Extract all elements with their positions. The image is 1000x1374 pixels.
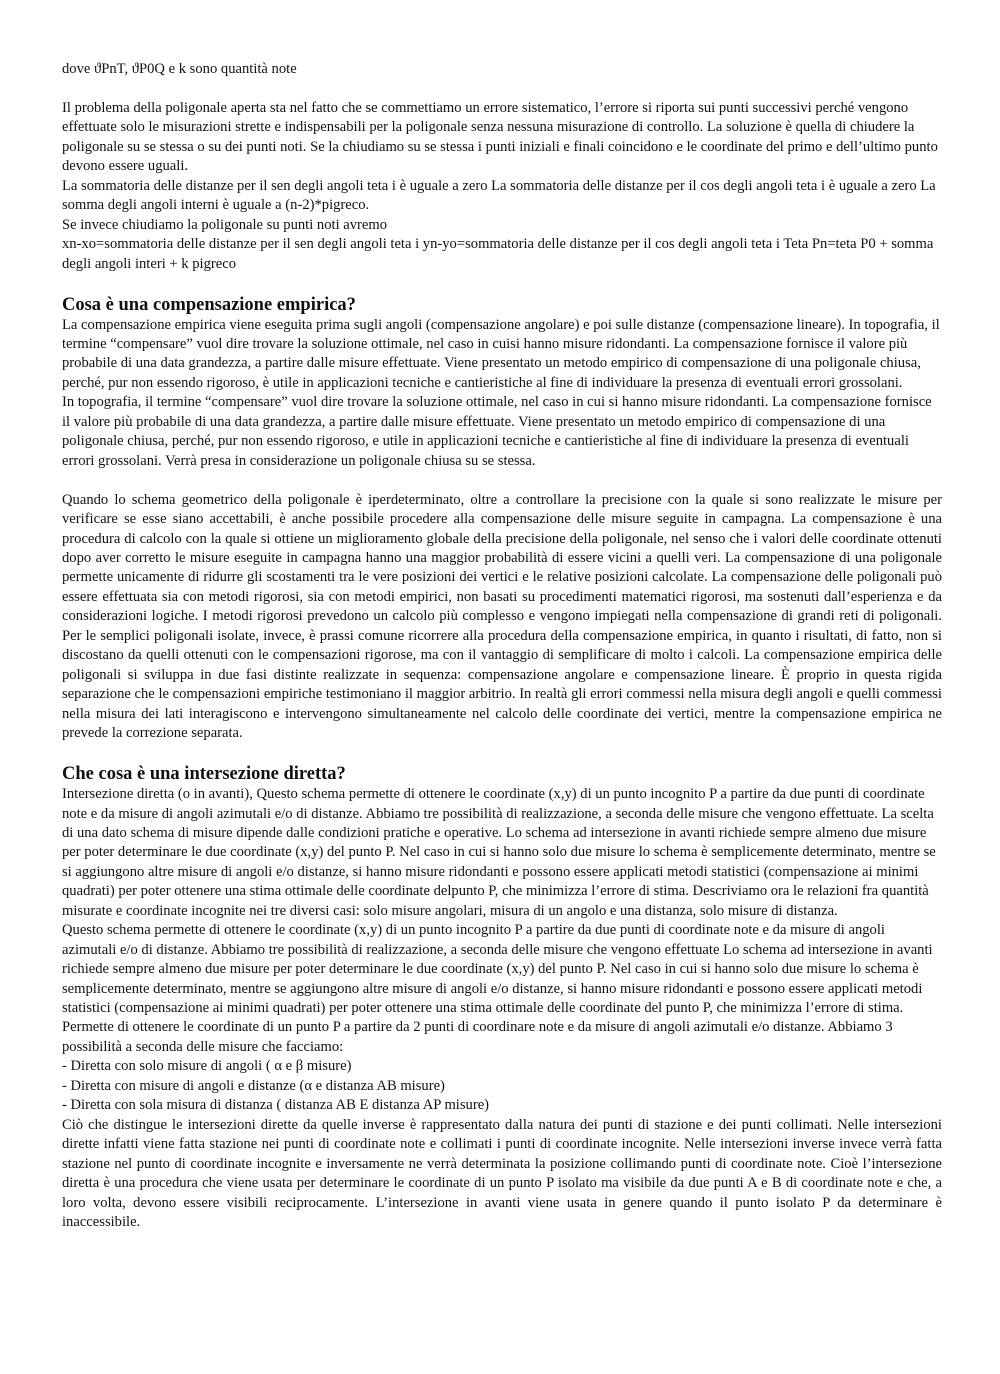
spacer (62, 471, 942, 491)
intersezione-cases-list (62, 1057, 942, 1115)
compensazione-paragraph-2: In topografia, il termine “compensare” vuol dire trovare la soluzione ottimale, nel caso in cui si hanno misure ridondanti. La compensazione fornisce il valore più probabile di una data grandezza, a partire dalle misure effettuate. Viene presentato un metodo empirico di compensazione di una poligonale chiusa, perché, pur non essendo rigoroso, e utile in applicazioni tecniche e cantieristiche al fine di individuare la presenza di eventuali errori grossolani. Verrà presa in considerazione un poligonale chiusa su se stessa. (62, 394, 932, 469)
intersezione-paragraph-2: Questo schema permette di ottenere le coordinate (x,y) di un punto incognito P a partire da due punti di coordinate note e da misure di angoli azimutali e/o di distanze. Abbiamo tre possibilità di realizzazione, a seconda delle misure che vengono effettuate Lo schema ad intersezione in avanti richiede sempre almeno due misure per poter determinare le due coordinate (x,y) del punto P. Nel caso in cui si hanno solo due misure lo schema è semplicemente determinato, mentre se aggiungono altre misure di angoli e/o distanze, si hanno misure ridondanti e possono essere applicati metodi statistici (compensazione ai minimi quadrati) per poter ottenere una stima ottimale delle coordinate del punto P, che minimizza l’errore di stima. (62, 922, 933, 1017)
spacer (62, 744, 942, 764)
list-item: - Diretta con sola misura di distanza ( distanza AB E distanza AP misure) (62, 1097, 490, 1114)
known-points-intro: Se invece chiudiamo la poligonale su punti noti avremo (62, 216, 388, 233)
compensazione-paragraph-1: La compensazione empirica viene eseguita prima sugli angoli (compensazione angolare) e poi sulle distanze (compensazione lineare). In topografia, il termine “compensare” vuol dire trovare la soluzione ottimale, nel caso in cuisi hanno misure ridondanti. La compensazione fornisce il valore più probabile di una data grandezza, a partire dalle misure effettuate. Viene presentato un metodo empirico di compensazione di una poligonale chiusa, perché, pur non essendo rigoroso, è utile in applicazioni tecniche e cantieristiche al fine di individuare la presenza di eventuali errori grossolani. (62, 316, 940, 391)
compensazione-paragraph-3: Quando lo schema geometrico della poligonale è iperdeterminato, oltre a controllare la precisione con la quale si sono realizzate le misure per verificare se esse siano accettabili, è anche possibile procedere alla compensazione delle misure seguite in campagna. La compensazione è una procedura di calcolo con la quale si ottiene un miglioramento globale della precisione della poligonale, nel senso che i valori delle coordinate ottenuti dopo aver corretto le misure eseguite in campagna hanno una maggior probabilità di essere vicini a quelli veri. La compensazione di una poligonale permette unicamente di ridurre gli scostamenti tra le vere posizioni dei vertici e le relative posizioni calcolate. La compensazione delle poligonali può essere effettuata sia con metodi rigorosi, sia con metodi empirici, non basati su procedimenti matematici rigorosi, ma sostenuti dall’esperienza e da considerazioni logiche. I metodi rigorosi prevedono un calcolo più complesso e vengono impiegati nella compensazione di grandi reti di poligonali. Per le semplici poligonali isolate, invece, è prassi comune ricorrere alla procedura della compensazione empirica, in quanto i risultati, di fatto, non si discostano da quelli ottenuti con le compensazioni rigorose, ma con il vantaggio di semplificare di molto i calcoli. La compensazione empirica delle poligonali si sviluppa in due fasi distinte realizzate in sequenza: compensazione angolare e compensazione lineare. È proprio in questa rigida separazione che le compensazioni empiriche testimoniano il maggior arbitrio. In realtà gli errori commessi nella misura degli angoli e quelli commessi nella misura dei lati interagiscono e intervengono simultaneamente nel calcolo delle coordinate dei vertici, mentre la compensazione empirica ne prevede la correzione separata. (62, 491, 942, 742)
section-heading-compensazione: Cosa è una compensazione empirica? (62, 294, 356, 315)
spacer (62, 79, 942, 99)
spacer (62, 274, 942, 294)
known-quantities-line: dove ϑPnT, ϑP0Q e k sono quantità note (62, 61, 297, 77)
list-item: - Diretta con misure di angoli e distanze (α e distanza AB misure) (62, 1077, 445, 1094)
section-heading-intersezione: Che cosa è una intersezione diretta? (62, 764, 346, 785)
open-traverse-paragraph: Il problema della poligonale aperta sta nel fatto che se commettiamo un errore sistematico, l’errore si riporta sui punti successivi perché vengono effettuate solo le misurazioni strette e indispensabili per la poligonale senza nessuna misurazione di controllo. La soluzione è quella di chiudere la poligonale su se stessa o su dei punti noti. Se la chiudiamo su se stessa i punti iniziali e finali coincidono e le coordinate del primo e dell’ultimo punto devono essere uguali. (62, 99, 938, 175)
intersezione-paragraph-4: Ciò che distingue le intersezioni dirette da quelle inverse è rappresentato dalla natura dei punti di stazione e dei punti collimati. Nelle intersezioni dirette infatti viene fatta stazione nei punti di coordinate note e collimati i punti di coordinate incognite. Nelle intersezioni inverse invece verrà fatta stazione nel punto di coordinate incognite e inversamente ne verrà determinata la posizione collimando punti di coordinate note. Cioè l’intersezione diretta è una procedura che viene usata per determinare le coordinate di un punto P isolato ma visibile da due punti A e B di coordinate note e che, a loro volta, devono essere visibili reciprocamente. L’intersezione in avanti viene usata in genere quando il punto isolato P da determinare è inaccessibile. (62, 1116, 942, 1231)
closed-traverse-sum-paragraph: La sommatoria delle distanze per il sen degli angoli teta i è uguale a zero La sommatoria delle distanze per il cos degli angoli teta i è uguale a zero La somma degli angoli interni è uguale a (n-2)*pigreco. (62, 177, 936, 214)
list-item: - Diretta con solo misure di angoli ( α e β misure) (62, 1058, 352, 1075)
intersezione-paragraph-3: Permette di ottenere le coordinate di un punto P a partire da 2 punti di coordinare note e da misure di angoli azimutali e/o distanze. Abbiamo 3 possibilità a seconda delle misure che facciamo: (62, 1019, 893, 1055)
intersezione-paragraph-1: Intersezione diretta (o in avanti), Questo schema permette di ottenere le coordinate (x,y) di un punto incognito P a partire da due punti di coordinate note e da misure di angoli azimutali e/o di distanze. Abbiamo tre possibilità di realizzazione, a seconda delle misure che vengono effettuate. La scelta di una dato schema di misure dipende dalle condizioni pratiche e operative. Lo schema ad intersezione in avanti richiede sempre almeno due misure per poter determinare le due coordinate (x,y) del punto P. Nel caso in cui si hanno solo due misure lo schema è semplicemente determinato, mentre se si aggiungono altre misure di angoli e/o distanze, si hanno misure ridondanti e possono essere applicati metodi statistici (compensazione ai minimi quadrati) per poter ottenere una stima ottimale delle coordinate delpunto P, che minimizza l’errore di stima. Descriviamo ora le relazioni fra quantità misurate e coordinate incognite nei tre diversi casi: solo misure angolari, misura di un angolo e una distanza, solo misure di distanza. (62, 786, 936, 919)
known-points-formulas: xn-xo=sommatoria delle distanze per il sen degli angoli teta i yn-yo=sommatoria delle distanze per il cos degli angoli teta i Teta Pn=teta P0 + somma degli angoli interi + k pigreco (62, 236, 934, 272)
